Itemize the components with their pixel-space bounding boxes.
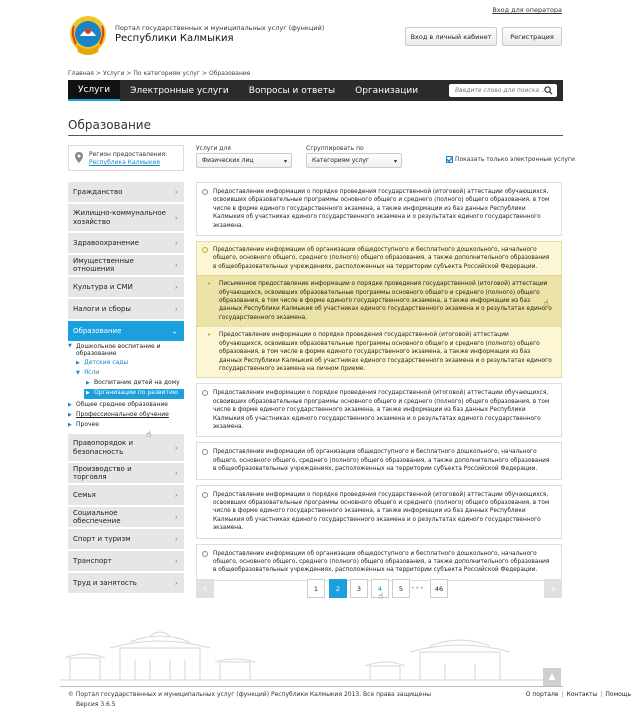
- sidebar-item-label: Социальное обеспечение: [73, 509, 121, 525]
- breadcrumb: Главная > Услуги > По категориям услуг > Образование: [68, 70, 251, 77]
- copyright-text: © Портал государственных и муниципальных услуг (функций) Республики Калмыкия 2013. Все права защищены: [68, 691, 432, 698]
- services-for-select[interactable]: [196, 153, 292, 168]
- breadcrumb-current: Образование: [208, 70, 251, 77]
- triangle-down-icon: ▼: [68, 343, 72, 349]
- chevron-down-icon: ▾: [283, 158, 287, 165]
- triangle-right-icon: ▶: [68, 402, 72, 408]
- chevron-right-icon: ›: [174, 213, 178, 222]
- service-card[interactable]: [196, 442, 562, 479]
- pagination-ellipsis: •••: [411, 585, 425, 592]
- scroll-to-top-button[interactable]: [543, 668, 561, 686]
- portal-title: Портал государственных и муниципальных услуг (функций): [115, 24, 325, 32]
- breadcrumb-services[interactable]: Услуги: [102, 70, 125, 77]
- chevron-left-icon: ‹: [202, 582, 208, 595]
- pagination-prev-button[interactable]: [196, 579, 214, 598]
- service-title: Предоставление информации об организации общедоступного и бесплатного дошкольного, начального общего, основного общего, среднего (полного) общего образования, а также дополнительного образования в общеобразовательных учреждениях, расположенных на территории субъекта Российской Федерации.: [213, 247, 550, 270]
- chevron-right-icon: ›: [550, 582, 556, 595]
- version-text: Версия 3.6.5: [76, 701, 116, 708]
- triangle-right-icon: ▶: [86, 380, 90, 386]
- subcategory-development[interactable]: ▶ Организации по развитию: [84, 389, 184, 399]
- sidebar-item-label: Здравоохранение: [73, 239, 139, 247]
- page-title: Образование: [68, 118, 151, 132]
- hand-cursor-icon: ☝: [146, 430, 152, 440]
- pagination-next-button[interactable]: [544, 579, 562, 598]
- sidebar-item-taxes[interactable]: [68, 299, 184, 319]
- sidebar-item-label: Образование: [73, 327, 122, 335]
- sidebar-item-citizenship[interactable]: [68, 182, 184, 202]
- chevron-right-icon: ›: [174, 187, 178, 197]
- sidebar-item-education[interactable]: [68, 321, 184, 341]
- subcategory-kindergartens[interactable]: ▶ Детские сады: [76, 359, 129, 366]
- sidebar-item-label: Имущественные отношения: [73, 257, 134, 273]
- region-selector[interactable]: [68, 145, 184, 171]
- service-subitem[interactable]: [197, 326, 561, 377]
- sidebar-item-social[interactable]: [68, 507, 184, 527]
- service-subitem[interactable]: [197, 275, 561, 326]
- radio-icon: [202, 247, 208, 253]
- service-results-list: [196, 182, 562, 581]
- sidebar-item-label: Спорт и туризм: [73, 535, 131, 543]
- sidebar-item-culture[interactable]: [68, 277, 184, 297]
- hand-cursor-icon: ☝: [543, 299, 549, 310]
- chevron-right-icon: ›: [174, 534, 178, 544]
- header: [68, 12, 563, 60]
- sidebar-item-label: Гражданство: [73, 188, 123, 196]
- triangle-right-icon: ▶: [68, 412, 72, 418]
- region-label: Регион предоставления:: [89, 151, 168, 158]
- location-pin-icon: [75, 152, 83, 163]
- sidebar-item-label: Налоги и сборы: [73, 305, 131, 313]
- nav-organizations[interactable]: Организации: [355, 85, 419, 96]
- page-button[interactable]: 4: [371, 579, 389, 598]
- chevron-right-icon: ›: [174, 468, 178, 478]
- page-button[interactable]: 3: [350, 579, 368, 598]
- subcategory-nurseries[interactable]: ▼ Ясли: [76, 369, 100, 376]
- search-input[interactable]: [455, 87, 545, 94]
- sidebar-item-label: Труд и занятость: [73, 579, 137, 587]
- sidebar-item-healthcare[interactable]: [68, 233, 184, 253]
- sidebar-item-label: Семья: [73, 491, 96, 499]
- sidebar-item-sport[interactable]: [68, 529, 184, 549]
- service-card[interactable]: [196, 383, 562, 437]
- group-by-select[interactable]: [306, 153, 402, 168]
- sidebar-item-production[interactable]: [68, 463, 184, 483]
- chevron-right-icon: ›: [174, 304, 178, 314]
- electronic-only-checkbox[interactable]: [446, 156, 453, 163]
- service-card[interactable]: [196, 182, 562, 236]
- sidebar-item-label: Транспорт: [73, 557, 112, 565]
- chevron-right-icon: ›: [174, 443, 178, 452]
- service-card[interactable]: [196, 485, 562, 539]
- service-group-expanded[interactable]: [196, 241, 562, 378]
- portal-region-name: Республики Калмыкия: [115, 33, 234, 44]
- sidebar-item-transport[interactable]: [68, 551, 184, 571]
- search-icon[interactable]: [544, 86, 553, 95]
- radio-icon: [202, 189, 208, 195]
- checkmark-icon: [446, 156, 453, 163]
- service-title: Предоставление информации о порядке проведения государственной (итоговой) аттестации обучающихся, освоивших образовательные программы основного общего и среднего (полного) общего образования, в том числе в форме единого государственного экзамена, а также информации из баз данных Республики Калмыкия об участниках единого государственного экзамена и о результатах единого государственного экзамена на личном приеме.: [219, 332, 552, 372]
- sidebar-item-property[interactable]: [68, 255, 184, 275]
- service-title: Предоставление информации о порядке проведения государственной (итоговой) аттестации обучающихся, освоивших образовательные программы основного общего и среднего (полного) общего образования, в том числе в форме единого государственного экзамена, а также информации из баз данных Республики Калмыкия об участниках единого государственного экзамена и о результатах единого государственного экзамена.: [213, 189, 550, 229]
- sidebar-item-label: Производство и торговля: [73, 465, 132, 481]
- bullet-icon: •: [207, 331, 212, 340]
- subcategory-general[interactable]: ▶ Общее среднее образование: [68, 401, 168, 408]
- subcategory-home-upbringing[interactable]: ▶ Воспитание детей на дому: [86, 379, 180, 386]
- page-button-last[interactable]: 46: [430, 579, 448, 598]
- chevron-right-icon: ›: [174, 578, 178, 588]
- nav-electronic-services[interactable]: Электронные услуги: [130, 85, 229, 96]
- services-for-label: Услуги для: [196, 145, 231, 152]
- region-value-link[interactable]: Республика Калмыкия: [89, 159, 160, 166]
- footer-link-help[interactable]: Помощь: [605, 691, 631, 698]
- service-title: Письменное предоставление информации о порядке проведения государственной (итоговой) аттестации обучающихся, освоивших образовательные программы основного общего и среднего (полного) общего образования, в том числе в форме единого государственного экзамена, а также информации из баз данных Республики Калмыкия об участниках единого государственного экзамена и о результатах единого государственного экзамена.: [219, 281, 552, 321]
- sidebar-item-family[interactable]: [68, 485, 184, 505]
- hand-cursor-icon: ☝: [378, 592, 384, 602]
- chevron-up-icon: ▲: [548, 672, 556, 682]
- sidebar-item-housing[interactable]: [68, 204, 184, 231]
- group-by-label: Сгруппировать по: [306, 145, 364, 152]
- service-group-head[interactable]: [197, 242, 561, 275]
- subcategory-preschool[interactable]: ▼ Дошкольное воспитание и образование: [68, 343, 161, 357]
- triangle-right-icon: ▶: [68, 422, 72, 428]
- footer-link-about[interactable]: О портале: [525, 691, 559, 698]
- chevron-right-icon: ›: [174, 260, 178, 270]
- service-card[interactable]: [196, 544, 562, 581]
- chevron-right-icon: ›: [174, 238, 178, 248]
- page-button[interactable]: 1: [307, 579, 325, 598]
- nav-services[interactable]: Услуги: [68, 80, 120, 101]
- bullet-icon: •: [207, 280, 212, 289]
- breadcrumb-categories[interactable]: По категориям услуг: [133, 70, 200, 77]
- radio-icon: [202, 551, 208, 557]
- sidebar-item-label: Жилищно-коммунальное хозяйство: [73, 208, 166, 226]
- footer-links: О портале | Контакты | Помощь: [525, 691, 631, 698]
- triangle-right-icon: ▶: [76, 360, 80, 366]
- group-by-value: Категориям услуг: [312, 157, 370, 164]
- sidebar-item-label: Правопорядок и безопасность: [73, 438, 134, 456]
- operator-login-link[interactable]: Вход для оператора: [492, 6, 562, 14]
- category-sidebar: [68, 182, 184, 595]
- main-navbar: [68, 80, 563, 101]
- chevron-right-icon: ›: [174, 490, 178, 500]
- chevron-right-icon: ›: [174, 556, 178, 566]
- radio-icon: [202, 449, 208, 455]
- electronic-only-label[interactable]: Показать только электронные услуги: [455, 156, 575, 163]
- footer-link-contacts[interactable]: Контакты: [566, 691, 598, 698]
- footer-divider: [60, 686, 563, 687]
- triangle-right-icon: ▶: [86, 390, 90, 396]
- pagoda-decoration-image: [60, 628, 560, 682]
- subcategory-other[interactable]: ▶ Прочее: [68, 421, 99, 428]
- nav-faq[interactable]: Вопросы и ответы: [248, 85, 336, 96]
- subcategory-vocational[interactable]: ▶ Профессиональное обучение: [68, 411, 169, 418]
- chevron-right-icon: ›: [174, 282, 178, 292]
- service-title: Предоставление информации о порядке проведения государственной (итоговой) аттестации обучающихся, освоивших образовательные программы основного общего и среднего (полного) общего образования, в том числе в форме единого государственного экзамена, а также информации из баз данных Республики Калмыкия об участниках единого государственного экзамена и о результатах единого государственного экзамена.: [213, 491, 550, 532]
- service-title: Предоставление информации о порядке проведения государственной (итоговой) аттестации обучающихся, освоивших образовательные программы основного общего и среднего (полного) общего образования, в том числе в форме единого государственного экзамена, а также информации из баз данных Республики Калмыкия об участниках единого государственного экзамена и о результатах единого государственного экзамена.: [213, 390, 550, 430]
- search-box: [449, 84, 557, 97]
- radio-icon: [202, 492, 208, 498]
- service-title: Предоставление информации об организации общедоступного и бесплатного дошкольного, начального общего, основного общего, среднего (полного) общего образования, а также дополнительного образования в общеобразовательных учреждениях, расположенных на территории субъекта Российской Федерации.: [213, 550, 550, 574]
- login-button[interactable]: Вход в личный кабинет: [405, 27, 497, 46]
- breadcrumb-home[interactable]: Главная: [68, 70, 94, 77]
- page-button-current[interactable]: 2: [329, 579, 347, 598]
- page-button[interactable]: 5: [392, 579, 410, 598]
- sidebar-item-labour[interactable]: [68, 573, 184, 593]
- title-divider: [68, 135, 563, 136]
- sidebar-item-law-order[interactable]: [68, 434, 184, 461]
- register-button[interactable]: Регистрация: [502, 27, 562, 46]
- chevron-right-icon: ›: [174, 512, 178, 522]
- coat-of-arms-logo[interactable]: [68, 14, 108, 58]
- services-for-value: Физических лиц: [202, 157, 254, 164]
- sidebar-item-label: Культура и СМИ: [73, 283, 133, 291]
- radio-icon: [202, 390, 208, 396]
- chevron-down-icon: ⌄: [171, 326, 178, 336]
- chevron-down-icon: ▾: [393, 158, 397, 165]
- service-title: Предоставление информации об организации общедоступного и бесплатного дошкольного, начального общего, основного общего, среднего (полного) общего образования, а также дополнительного образования в общеобразовательных учреждениях, расположенных на территории субъекта Российской Федерации.: [213, 449, 550, 473]
- triangle-down-icon: ▼: [76, 370, 80, 376]
